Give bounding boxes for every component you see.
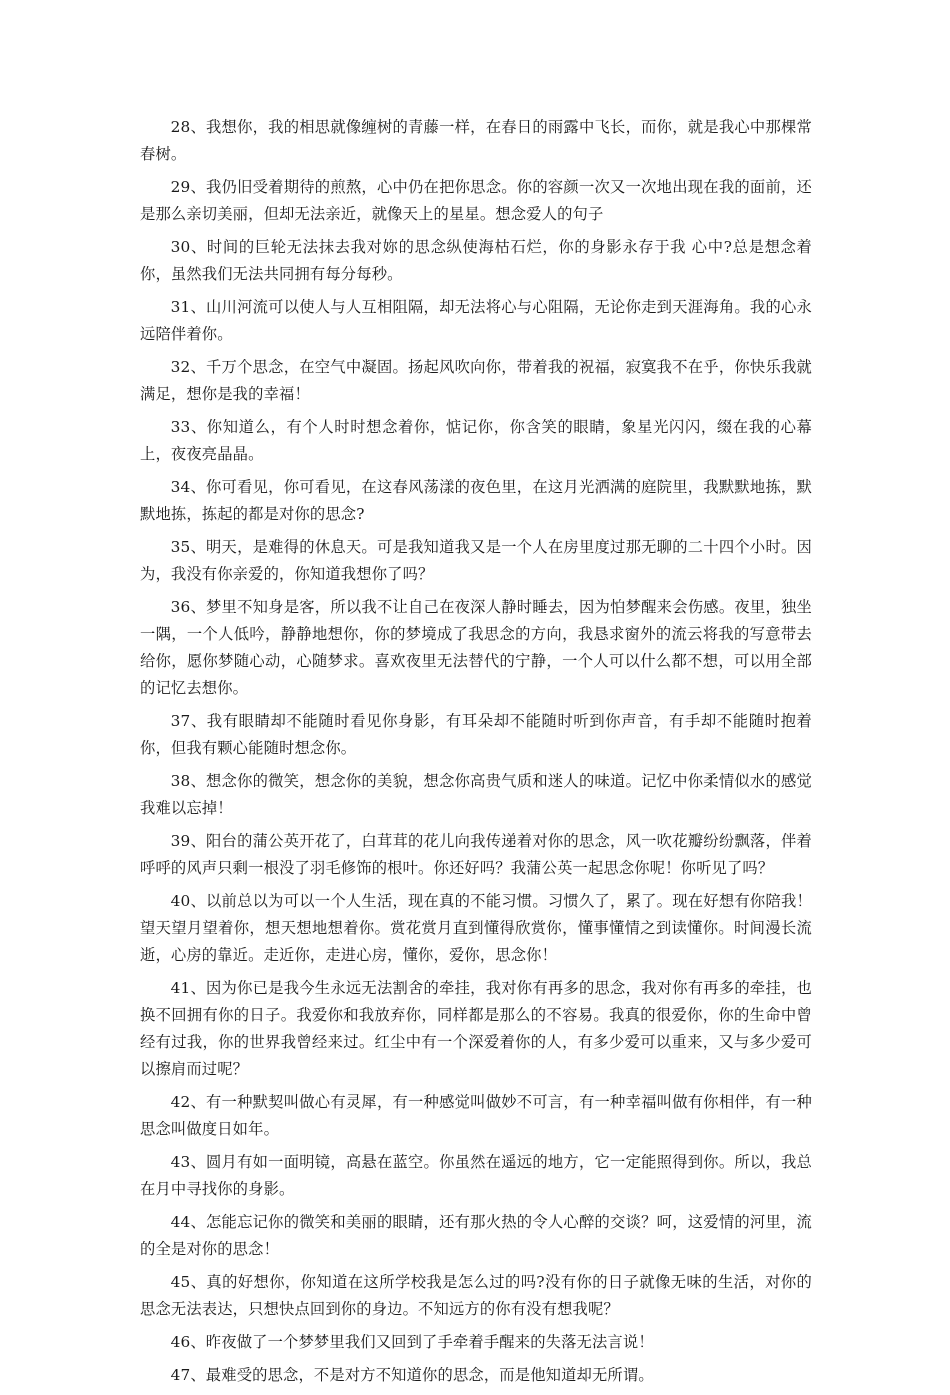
paragraph-28: 28、我想你，我的相思就像缠树的青藤一样，在春日的雨露中飞长，而你，就是我心中那棵常春树。 bbox=[140, 118, 812, 163]
paragraph-32: 32、千万个思念，在空气中凝固。扬起风吹向你，带着我的祝福，寂寞我不在乎，你快乐我就满足，想你是我的幸福！ bbox=[140, 358, 812, 403]
document-body bbox=[140, 114, 812, 1395]
paragraph-41: 41、因为你已是我今生永远无法割舍的牵挂，我对你有再多的思念，我对你有再多的牵挂，也换不回拥有你的日子。我爱你和我放弃你，同样都是那么的不容易。我真的很爱你，你的生命中曾经有过我，你的世界我曾经来过。红尘中有一个深爱着你的人，有多少爱可以重来，又与多少爱可以擦肩而过呢？ bbox=[140, 979, 812, 1078]
paragraph-42: 42、有一种默契叫做心有灵犀，有一种感觉叫做妙不可言，有一种幸福叫做有你相伴，有一种思念叫做度日如年。 bbox=[140, 1093, 812, 1138]
paragraph-29: 29、我仍旧受着期待的煎熬，心中仍在把你思念。你的容颜一次又一次地出现在我的面前，还是那么亲切美丽，但却无法亲近，就像天上的星星。想念爱人的句子 bbox=[140, 178, 812, 223]
paragraph-31: 31、山川河流可以使人与人互相阻隔，却无法将心与心阻隔，无论你走到天涯海角。我的心永远陪伴着你。 bbox=[140, 298, 812, 343]
paragraph-43: 43、圆月有如一面明镜，高悬在蓝空。你虽然在遥远的地方，它一定能照得到你。所以，我总在月中寻找你的身影。 bbox=[140, 1153, 812, 1198]
paragraph-33: 33、你知道么，有个人时时想念着你，惦记你，你含笑的眼睛，象星光闪闪，缀在我的心幕上，夜夜亮晶晶。 bbox=[140, 418, 812, 463]
paragraph-35: 35、明天，是难得的休息天。可是我知道我又是一个人在房里度过那无聊的二十四个小时。因为，我没有你亲爱的，你知道我想你了吗？ bbox=[140, 538, 812, 583]
paragraph-37: 37、我有眼睛却不能随时看见你身影，有耳朵却不能随时听到你声音，有手却不能随时抱着你，但我有颗心能随时想念你。 bbox=[140, 712, 812, 757]
paragraph-45: 45、真的好想你，你知道在这所学校我是怎么过的吗?没有你的日子就像无味的生活，对你的思念无法表达，只想快点回到你的身边。不知远方的你有没有想我呢？ bbox=[140, 1273, 812, 1318]
paragraph-30: 30、时间的巨轮无法抹去我对妳的思念纵使海枯石烂，你的身影永存于我 心中?总是想念着你，虽然我们无法共同拥有每分每秒。 bbox=[140, 238, 812, 283]
paragraph-44: 44、怎能忘记你的微笑和美丽的眼睛，还有那火热的令人心醉的交谈？呵，这爱情的河里，流的全是对你的思念！ bbox=[140, 1213, 812, 1258]
paragraph-39: 39、阳台的蒲公英开花了，白茸茸的花儿向我传递着对你的思念，风一吹花瓣纷纷飘落，伴着呼呼的风声只剩一根没了羽毛修饰的根叶。你还好吗？我蒲公英一起思念你呢！你听见了吗？ bbox=[140, 832, 812, 877]
paragraph-46: 46、昨夜做了一个梦梦里我们又回到了手牵着手醒来的失落无法言说！ bbox=[170, 1333, 654, 1351]
paragraph-38: 38、想念你的微笑，想念你的美貌，想念你高贵气质和迷人的味道。记忆中你柔情似水的感觉我难以忘掉！ bbox=[140, 772, 812, 817]
paragraph-34: 34、你可看见，你可看见，在这春风荡漾的夜色里，在这月光洒满的庭院里，我默默地拣，默默地拣，拣起的都是对你的思念? bbox=[140, 478, 812, 523]
paragraph-40: 40、以前总以为可以一个人生活，现在真的不能习惯。习惯久了，累了。现在好想有你陪我！望天望月望着你，想天想地想着你。赏花赏月直到懂得欣赏你，懂事懂情之到读懂你。时间漫长流逝，心房的靠近。走近你，走进心房，懂你，爱你，思念你！ bbox=[140, 892, 812, 964]
paragraph-47: 47、最难受的思念，不是对方不知道你的思念，而是他知道却无所谓。 bbox=[170, 1366, 654, 1384]
paragraph-36: 36、梦里不知身是客，所以我不让自己在夜深人静时睡去，因为怕梦醒来会伤感。夜里，独坐一隅，一个人低吟，静静地想你，你的梦境成了我思念的方向，我恳求窗外的流云将我的写意带去给你，愿你梦随心动，心随梦求。喜欢夜里无法替代的宁静，一个人可以什么都不想，可以用全部的记忆去想你。 bbox=[140, 598, 812, 697]
